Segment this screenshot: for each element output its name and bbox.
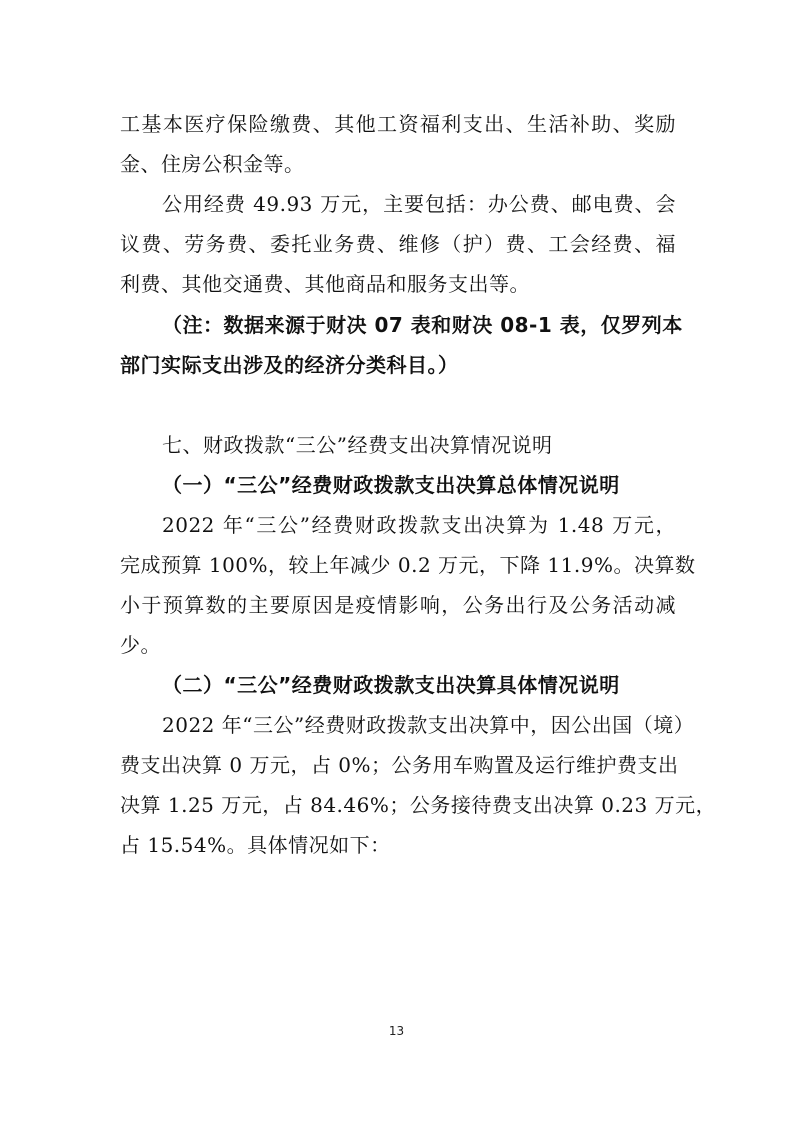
body-text-line: 完成预算 100%，较上年减少 0.2 万元，下降 11.9%。决算数	[120, 553, 696, 577]
body-text-line: 2022 年“三公”经费财政拨款支出决算为 1.48 万元，	[162, 513, 676, 537]
note-text-line: （注：数据来源于财决 07 表和财决 08-1 表，仅罗列本	[162, 313, 683, 337]
body-text-line: 金、住房公积金等。	[120, 152, 305, 176]
body-text-line: 利费、其他交通费、其他商品和服务支出等。	[120, 272, 530, 296]
body-text-line: 小于预算数的主要原因是疫情影响，公务出行及公务活动减	[120, 593, 676, 617]
body-text-line: 2022 年“三公”经费财政拨款支出决算中，因公出国（境）	[162, 713, 695, 737]
note-text-line: 部门实际支出涉及的经济分类科目。）	[120, 353, 459, 377]
section-heading: 七、财政拨款“三公”经费支出决算情况说明	[162, 433, 553, 457]
subsection-heading: （一）“三公”经费财政拨款支出决算总体情况说明	[162, 473, 620, 497]
page-number: 13	[388, 1024, 405, 1038]
body-text-line: 决算 1.25 万元，占 84.46%；公务接待费支出决算 0.23 万元，	[120, 793, 717, 817]
body-text-line: 占 15.54%。具体情况如下：	[120, 833, 391, 857]
body-text-line: 少。	[120, 633, 161, 657]
body-text-line: 工基本医疗保险缴费、其他工资福利支出、生活补助、奖励	[120, 112, 676, 136]
body-text-line: 费支出决算 0 万元，占 0%；公务用车购置及运行维护费支出	[120, 753, 679, 777]
body-text-line: 公用经费 49.93 万元，主要包括：办公费、邮电费、会	[162, 192, 676, 216]
body-text-line: 议费、劳务费、委托业务费、维修（护）费、工会经费、福	[120, 232, 676, 256]
subsection-heading: （二）“三公”经费财政拨款支出决算具体情况说明	[162, 673, 620, 697]
